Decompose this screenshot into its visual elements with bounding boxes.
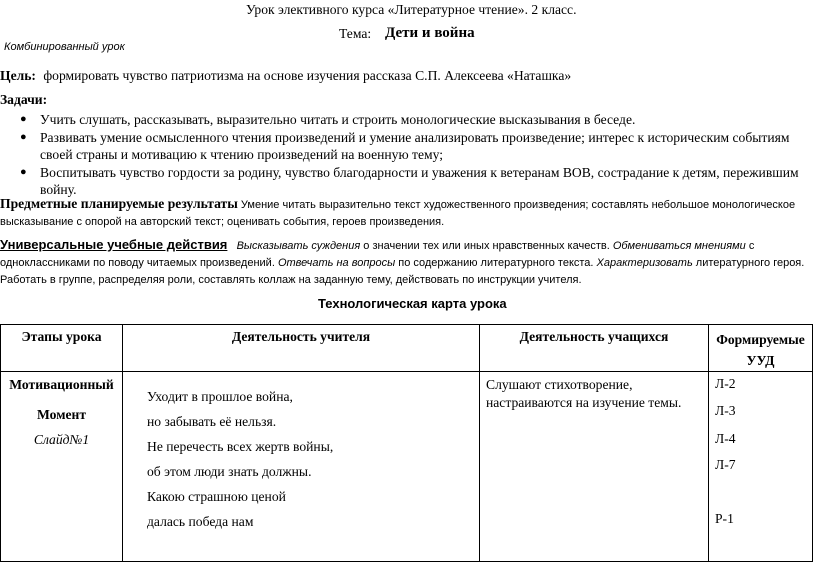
task-item: ● Развивать умение осмысленного чтения произведений и умение анализировать произведение; интерес к историческим событиям своей страны и мотивацию к чтению произведений на военную тему; — [20, 130, 790, 162]
slide-label: Слайд№1 — [33, 432, 90, 447]
results-paragraph — [0, 195, 806, 231]
uud-code: Л-7 — [715, 457, 736, 472]
goal-line — [0, 68, 571, 84]
goal-text: формировать чувство патриотизма на основе изучения рассказа С.П. Алексеева «Наташка» — [43, 68, 572, 83]
tech-map-table — [0, 324, 813, 562]
table-title: Технологическая карта урока — [318, 296, 507, 311]
table-row — [1, 372, 813, 562]
uud-label: Универсальные учебные действия — [0, 237, 228, 252]
uud-text-part: Высказывать суждения — [236, 240, 361, 252]
uud-text-part: литературного героя. Работать в группе, распределяя роли, составлять коллаж на заданную тему, действовать по инструкции учителя. — [0, 257, 805, 286]
goal-label: Цель: — [0, 68, 36, 83]
poem-line: Какою страшною ценой — [147, 489, 286, 504]
bullet-icon: ● — [20, 113, 27, 125]
header-cell: Деятельность учащихся — [480, 325, 709, 372]
poem-line: но забывать её нельзя. — [147, 414, 277, 429]
table-header-row — [1, 325, 813, 372]
stage-line: Мотивационный — [9, 377, 114, 392]
uud-text-part: по содержанию литературного текста. — [395, 257, 597, 269]
uud-code: Р-1 — [715, 511, 734, 526]
task-item: ● Воспитывать чувство гордости за родину, чувство благодарности и уважения к ветеранам ВОВ, сострадание к детям, пережившим войну. — [20, 165, 799, 197]
uud-text-part: Обмениваться мнениями — [612, 240, 746, 252]
teacher-cell — [123, 372, 480, 562]
task-item: ● Учить слушать, рассказывать, выразительно читать и строить монологические высказывания в беседе. — [20, 112, 636, 127]
students-cell — [480, 372, 709, 562]
uud-cell — [709, 372, 813, 562]
header-cell: Деятельность учителя — [123, 325, 480, 372]
stage-cell — [1, 372, 123, 562]
lesson-title: Урок элективного курса «Литературное чтение». 2 класс. — [246, 2, 577, 17]
students-line: Слушают стихотворение, — [486, 377, 633, 392]
topic-value: Дети и война — [385, 25, 475, 41]
uud-text-part: о значении тех или иных нравственных качеств. — [360, 240, 613, 252]
poem-line: об этом люди знать должны. — [147, 464, 312, 479]
topic-label: Тема: — [339, 26, 372, 41]
lesson-type: Комбинированный урок — [4, 41, 125, 53]
uud-code: Л-3 — [715, 403, 736, 418]
bullet-icon: ● — [20, 166, 27, 178]
tasks-label: Задачи: — [0, 92, 48, 107]
poem-line: Не перечесть всех жертв войны, — [147, 439, 334, 454]
results-label: Предметные планируемые результаты — [0, 196, 238, 211]
uud-paragraph — [0, 236, 806, 289]
uud-text-part: с одноклассниками по поводу читаемых произведений. — [0, 240, 755, 269]
header-cell: Этапы урока — [1, 325, 123, 372]
uud-header: Формируемые УУД — [716, 332, 805, 368]
students-line: настраиваются на изучение темы. — [486, 395, 682, 410]
poem-line: Уходит в прошлое война, — [147, 389, 293, 404]
uud-code: Л-2 — [715, 376, 736, 391]
header-cell — [709, 325, 813, 372]
uud-code: Л-4 — [715, 431, 736, 446]
stage-line: Момент — [37, 407, 86, 422]
uud-text-part: Характеризовать — [596, 257, 693, 269]
results-text: Умение читать выразительно текст художественного произведения; составлять небольшое монологическое высказывание с опорой на авторский текст; оценивать события, героев произведения. — [0, 199, 796, 228]
bullet-icon: ● — [20, 131, 27, 143]
tasks-list — [16, 111, 806, 199]
poem-line: далась победа нам — [147, 514, 254, 529]
uud-text-part: Отвечать на вопросы — [277, 257, 396, 269]
